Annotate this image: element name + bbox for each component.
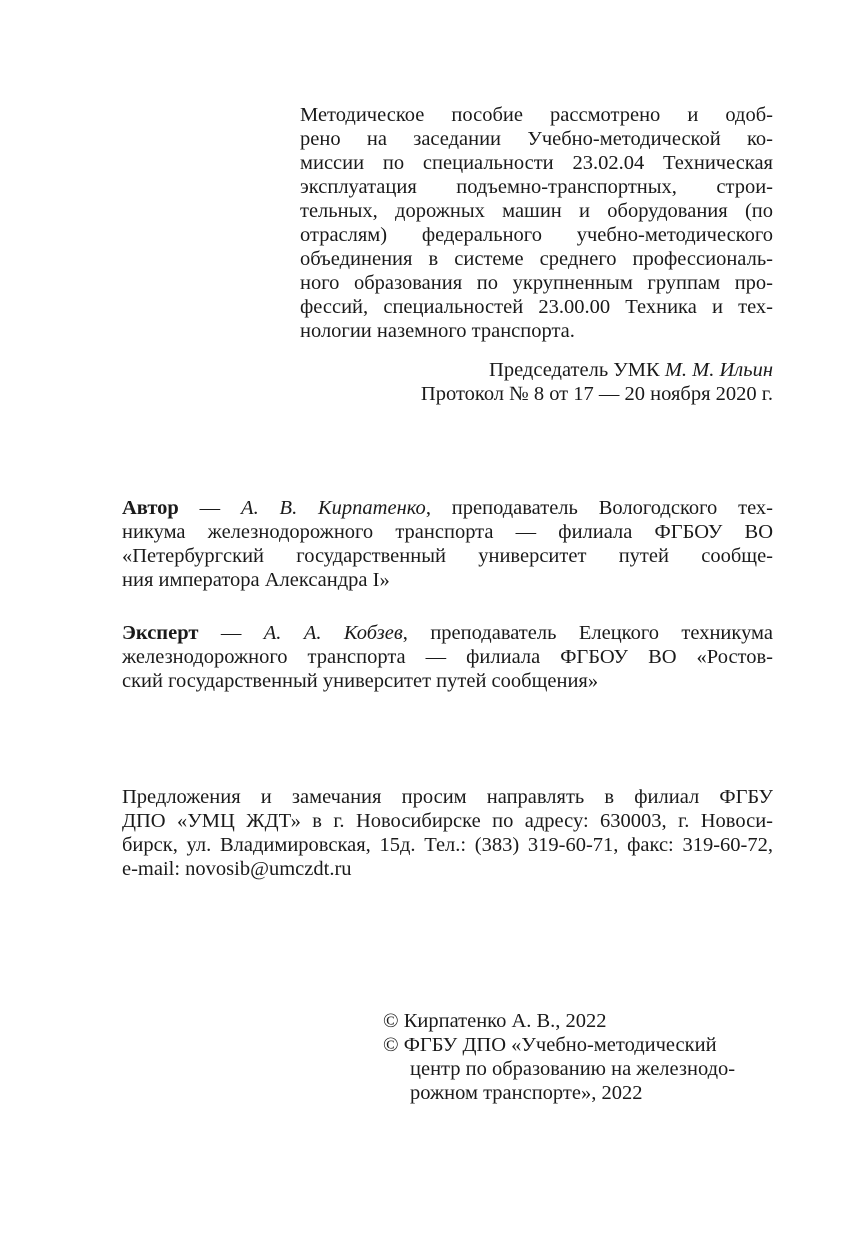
contacts-line: ДПО «УМЦ ЖДТ» в г. Новосибирске по адресу: 630003, г. Новоси- bbox=[122, 810, 773, 832]
approval-line: рено на заседании Учебно-методической ко- bbox=[300, 128, 773, 150]
author-label: Автор bbox=[122, 497, 179, 519]
author-line: «Петербургский государственный университет путей сообще- bbox=[122, 545, 773, 567]
approval-line: отраслям) федерального учебно-методического bbox=[300, 224, 773, 246]
chair-name: М. М. Ильин bbox=[664, 359, 773, 381]
copyright-line: © Кирпатенко А. В., 2022 bbox=[383, 1010, 607, 1032]
contacts-email-line: e-mail: novosib@umczdt.ru bbox=[122, 858, 352, 880]
copyright-line: центр по образованию на железнодо- bbox=[410, 1058, 736, 1080]
approval-line: миссии по специальности 23.02.04 Техническая bbox=[300, 152, 773, 174]
approval-line: Методическое пособие рассмотрено и одоб- bbox=[300, 104, 773, 126]
expert-name: А. А. Кобзев bbox=[263, 622, 403, 644]
contacts-info bbox=[122, 785, 773, 881]
copyright-line: рожном транспорте», 2022 bbox=[410, 1082, 643, 1104]
author-line: никума железнодорожного транспорта — филиала ФГБОУ ВО bbox=[122, 521, 773, 543]
author-line bbox=[122, 496, 773, 520]
approval-line: нологии наземного транспорта. bbox=[300, 320, 575, 342]
author-line-rest: , преподаватель Вологодского тех- bbox=[425, 497, 774, 519]
chair-line bbox=[300, 358, 773, 382]
approval-note bbox=[300, 103, 773, 343]
approval-line: тельных, дорожных машин и оборудования (по bbox=[300, 200, 773, 222]
approval-line: ного образования по укрупненным группам про- bbox=[300, 272, 773, 294]
author-name: А. В. Кирпатенко bbox=[241, 497, 426, 519]
contacts-line: бирск, ул. Владимировская, 15д. Тел.: (383) 319-60-71, факс: 319-60-72, bbox=[122, 834, 773, 856]
copyright-info bbox=[383, 1009, 783, 1105]
expert-label: Эксперт bbox=[122, 622, 199, 644]
chair-label: Председатель УМК bbox=[489, 359, 665, 381]
copyright-line: © ФГБУ ДПО «Учебно-методический bbox=[383, 1034, 717, 1056]
expert-info bbox=[122, 621, 773, 693]
expert-line bbox=[122, 621, 773, 645]
chair-info bbox=[300, 358, 773, 406]
approval-line: эксплуатация подъемно-транспортных, строи- bbox=[300, 176, 773, 198]
protocol-line: Протокол № 8 от 17 — 20 ноября 2020 г. bbox=[420, 383, 773, 405]
contacts-line: Предложения и замечания просим направлять в филиал ФГБУ bbox=[122, 786, 773, 808]
approval-line: фессий, специальностей 23.00.00 Техника и тех- bbox=[300, 296, 773, 318]
author-line: ния императора Александра I» bbox=[122, 569, 390, 591]
approval-line: объединения в системе среднего профессиональ- bbox=[300, 248, 773, 270]
author-info bbox=[122, 496, 773, 592]
expert-line-rest: , преподаватель Елецкого техникума bbox=[402, 622, 773, 644]
expert-line: железнодорожного транспорта — филиала ФГБОУ ВО «Ростов- bbox=[122, 646, 773, 668]
author-dash: — bbox=[178, 497, 242, 519]
expert-line: ский государственный университет путей сообщения» bbox=[122, 670, 599, 692]
expert-dash: — bbox=[198, 622, 264, 644]
